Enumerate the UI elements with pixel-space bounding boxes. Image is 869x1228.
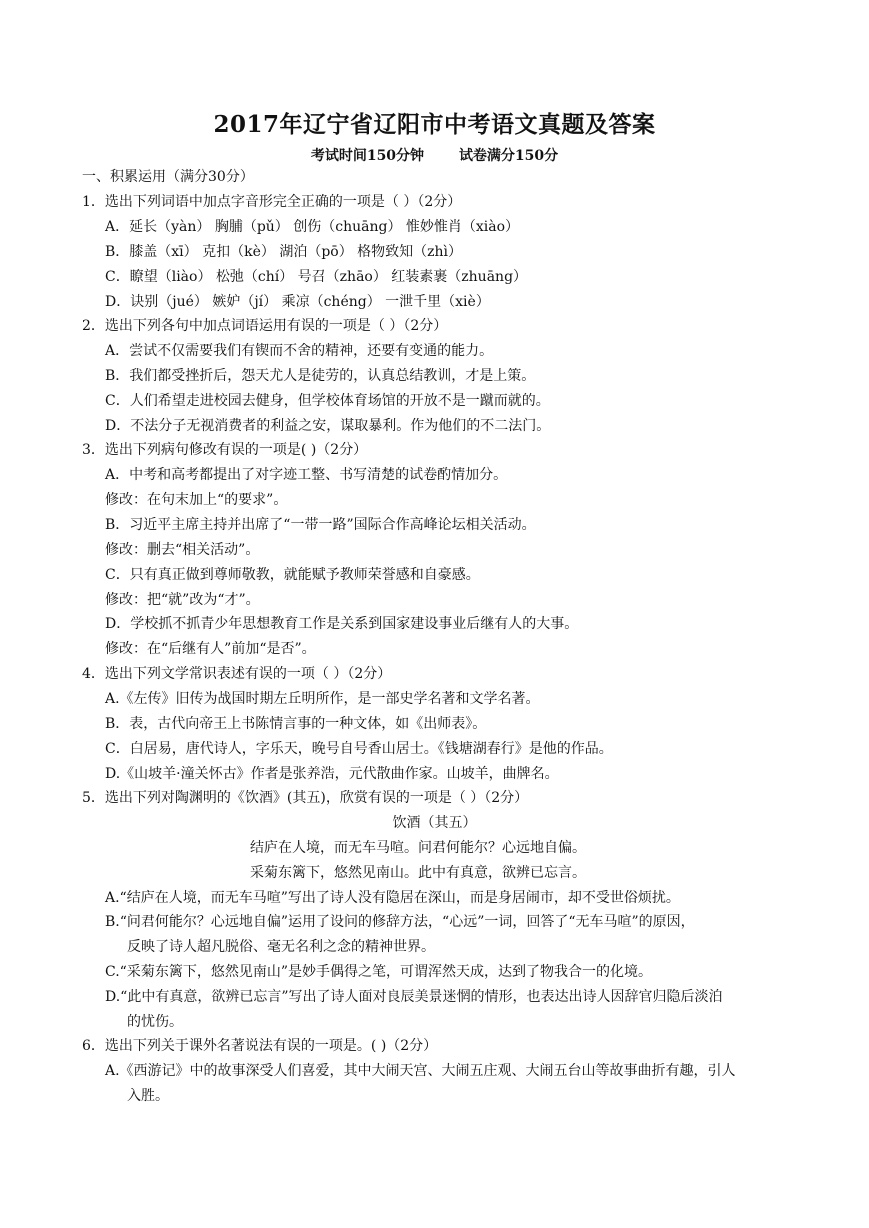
section-heading: 一、积累运用（满分30分） xyxy=(82,169,254,185)
question-2-option-a: A．尝试不仅需要我们有锲而不舍的精神，还要有变通的能力。 xyxy=(105,343,494,359)
exam-info xyxy=(0,145,869,165)
question-2-stem: 2．选出下列各句中加点词语运用有误的一项是（ ）（2分） xyxy=(82,318,448,334)
question-5-option-b: B.“问君何能尔？心远地自偏”运用了设问的修辞方法，“心远”一词，回答了“无车马喧”的原因， xyxy=(105,914,695,930)
question-3-option-c: C．只有真正做到尊师敬教，就能赋予教师荣誉感和自豪感。 xyxy=(105,567,480,583)
question-4-option-d: D.《山坡羊·潼关怀古》作者是张养浩，元代散曲作家。山坡羊，曲牌名。 xyxy=(105,766,559,782)
question-3-fix-a: 修改：在句末加上“的要求”。 xyxy=(105,492,288,508)
question-3-stem: 3．选出下列病句修改有误的一项是( )（2分） xyxy=(82,442,368,458)
question-3-option-d: D．学校抓不抓青少年思想教育工作是关系到国家建设事业后继有人的大事。 xyxy=(105,616,579,632)
question-3-option-a: A．中考和高考都提出了对字迹工整、书写清楚的试卷酌情加分。 xyxy=(105,467,508,483)
poem-line-2: 采菊东篱下，悠然见南山。此中有真意，欲辨已忘言。 xyxy=(250,865,586,881)
question-1-option-d: D．诀别（jué） 嫉妒（jí） 乘凉（chéng） 一泄千里（xiè） xyxy=(105,294,490,310)
question-2-option-b: B．我们都受挫折后，怨天尤人是徒劳的，认真总结教训，才是上策。 xyxy=(105,368,536,384)
question-5-option-c: C.“采菊东篱下，悠然见南山”是妙手偶得之笔，可谓浑然天成，达到了物我合一的化境。 xyxy=(105,964,652,980)
exam-score: 试卷满分150分 xyxy=(458,148,559,164)
question-1-stem: 1．选出下列词语中加点字音形完全正确的一项是（ ）（2分） xyxy=(82,194,462,210)
question-6-stem: 6．选出下列关于课外名著说法有误的一项是。( )（2分） xyxy=(82,1038,438,1054)
question-3-fix-d: 修改：在“后继有人”前加“是否”。 xyxy=(105,641,316,657)
question-5-option-a: A.“结庐在人境，而无车马喧”写出了诗人没有隐居在深山，而是身居闹市，却不受世俗烦扰。 xyxy=(105,890,680,906)
question-1-option-c: C．瞭望（liào） 松弛（chí） 号召（zhāo） 红装素裹（zhuāng） xyxy=(105,269,528,285)
poem-line-1: 结庐在人境，而无车马喧。问君何能尔？心远地自偏。 xyxy=(250,840,586,856)
page-title: 2017年辽宁省辽阳市中考语文真题及答案 xyxy=(213,111,656,138)
question-3-fix-c: 修改：把“就”改为“才”。 xyxy=(105,592,260,608)
question-6-option-a: A.《西游记》中的故事深受人们喜爱，其中大闹天宫、大闹五庄观、大闹五台山等故事曲折有趣，引人 xyxy=(105,1063,736,1079)
question-4-stem: 4．选出下列文学常识表述有误的一项（ ）（2分） xyxy=(82,666,392,682)
question-2-option-c: C．人们希望走进校园去健身，但学校体育场馆的开放不是一蹴而就的。 xyxy=(105,393,550,409)
question-4-option-c: C．白居易，唐代诗人，字乐天，晚号自号香山居士。《钱塘湖春行》是他的作品。 xyxy=(105,741,613,757)
question-2-option-d: D．不法分子无视消费者的利益之安，谋取暴利。作为他们的不二法门。 xyxy=(105,418,551,434)
question-6-option-a-cont: 入胜。 xyxy=(127,1088,169,1104)
question-1-option-a: A．延长（yàn） 胸脯（pǔ） 创伤（chuāng） 惟妙惟肖（xiào） xyxy=(105,219,520,235)
question-5-option-b-cont: 反映了诗人超凡脱俗、毫无名利之念的精神世界。 xyxy=(127,939,435,955)
question-4-option-a: A.《左传》旧传为战国时期左丘明所作，是一部史学名著和文学名著。 xyxy=(105,691,540,707)
question-4-option-b: B．表，古代向帝王上书陈情言事的一种文体，如《出师表》。 xyxy=(105,716,487,732)
question-3-fix-b: 修改：删去“相关活动”。 xyxy=(105,542,260,558)
poem-title: 饮酒（其五） xyxy=(392,815,477,831)
question-5-option-d: D.“此中有真意，欲辨已忘言”写出了诗人面对良辰美景迷惘的情形，也表达出诗人因辞官归隐后淡泊 xyxy=(105,989,723,1005)
exam-time: 考试时间150分钟 xyxy=(310,148,425,164)
question-3-option-b: B．习近平主席主持并出席了“一带一路”国际合作高峰论坛相关活动。 xyxy=(105,517,536,533)
question-1-option-b: B．膝盖（xī） 克扣（kè） 湖泊（pō） 格物致知（zhì） xyxy=(105,244,463,260)
question-5-stem: 5．选出下列对陶渊明的《饮酒》(其五)，欣赏有误的一项是（ ）（2分） xyxy=(82,790,529,806)
question-5-option-d-cont: 的忧伤。 xyxy=(127,1014,183,1030)
